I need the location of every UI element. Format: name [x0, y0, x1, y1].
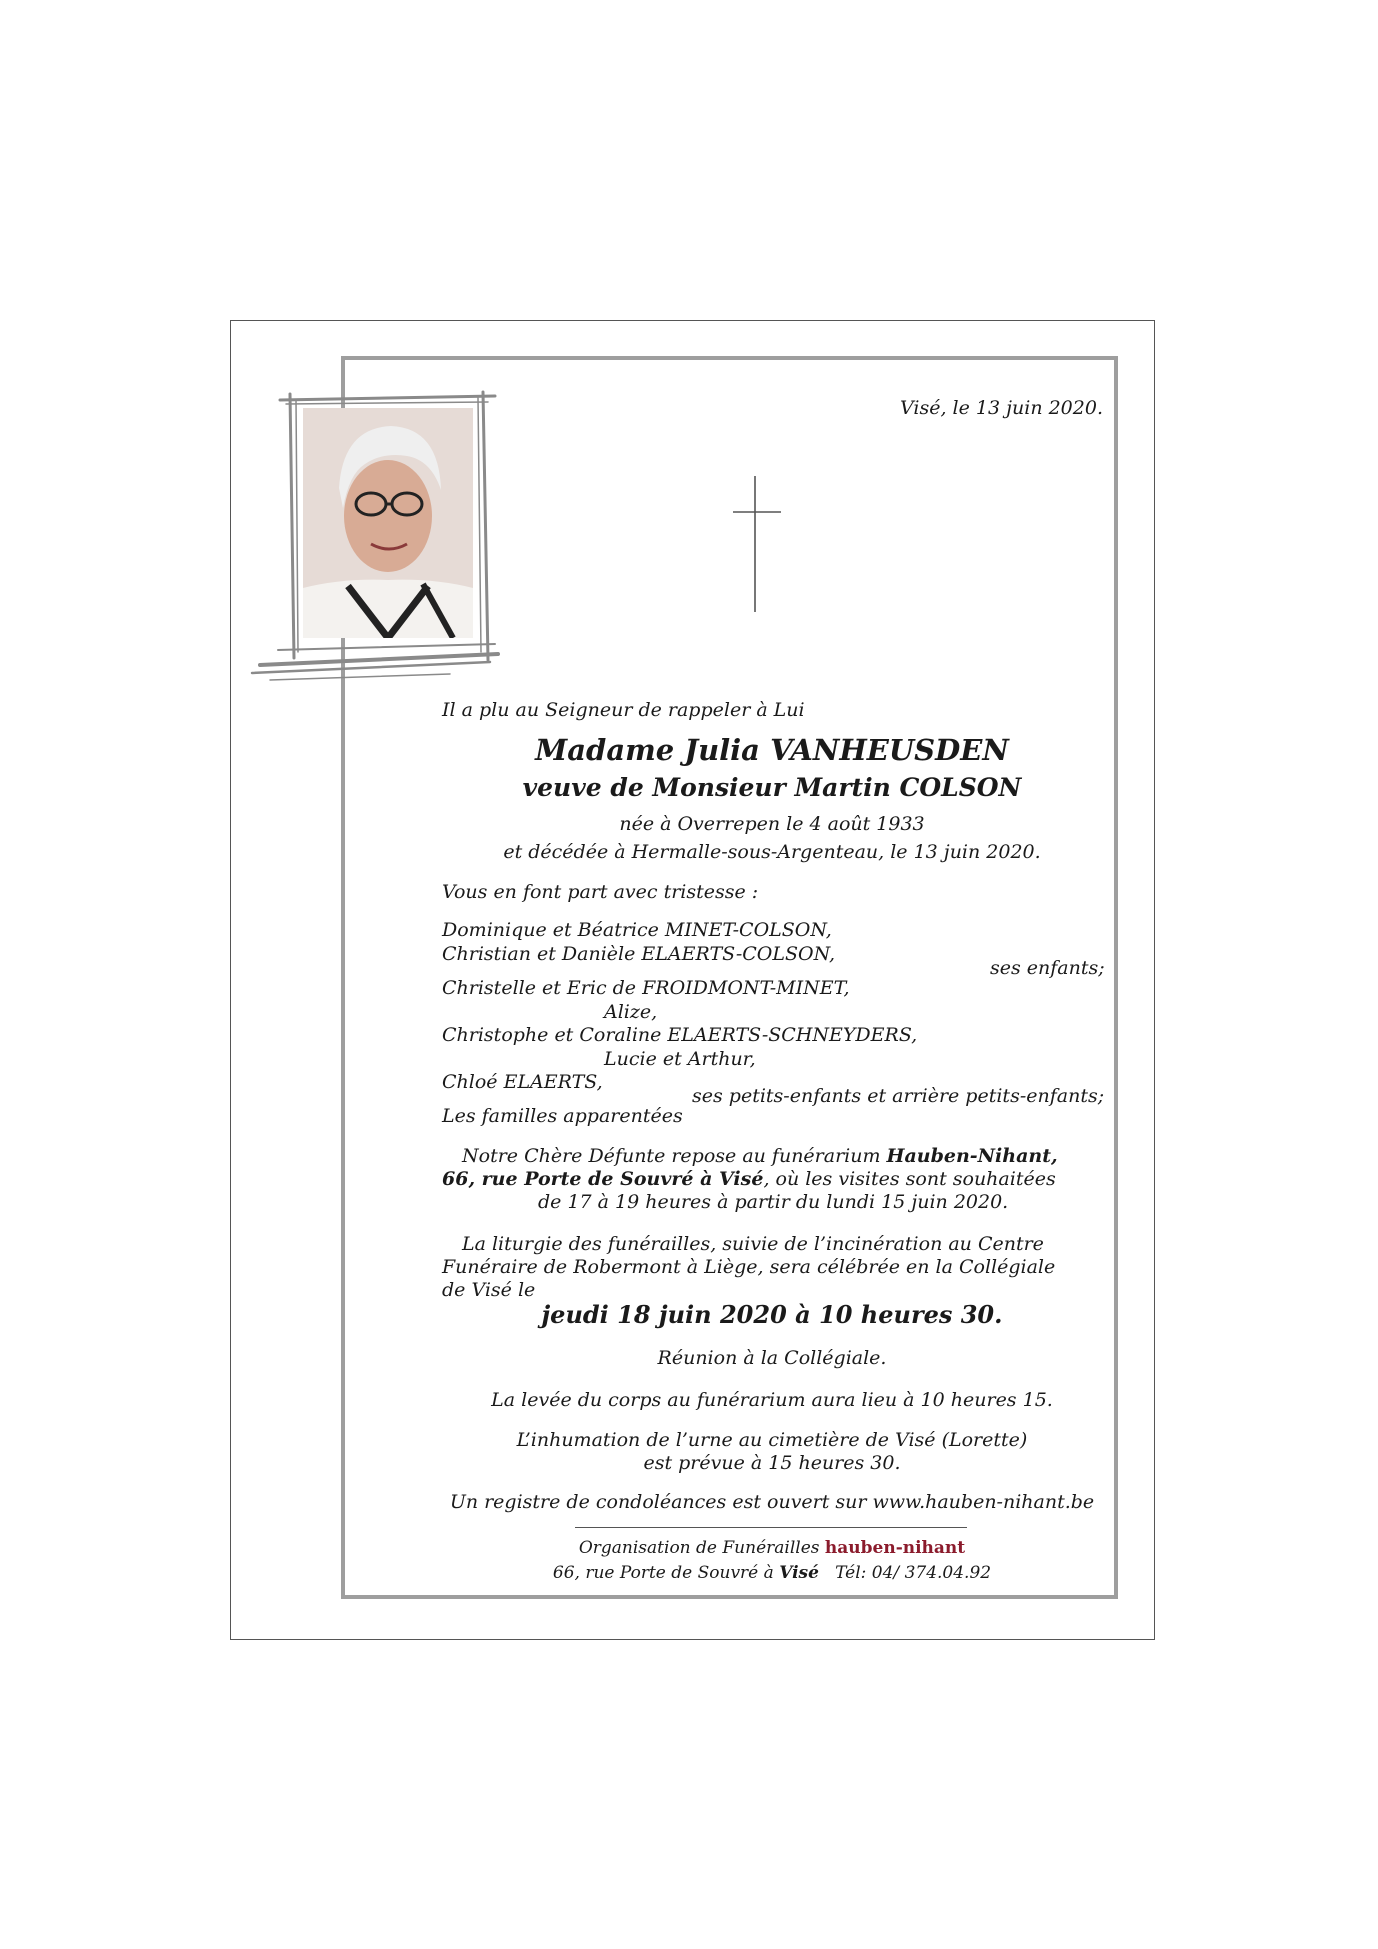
- condolence-register: Un registre de condoléances est ouvert sur www.hauben-nihant.be: [449, 1491, 1095, 1513]
- deceased-name: Madame Julia VANHEUSDEN: [535, 733, 1009, 767]
- relatives: Les familles apparentées: [442, 1105, 683, 1127]
- footer-address: 66, rue Porte de Souvré à Visé Tél: 04/ 374.04.92: [552, 1563, 992, 1583]
- death-line: et décédée à Hermalle-sous-Argenteau, le 13 juin 2020.: [503, 841, 1041, 863]
- family-grandchild-5: Chloé ELAERTS,: [442, 1071, 603, 1093]
- family-child-1: Dominique et Béatrice MINET-COLSON,: [442, 919, 832, 941]
- rest-line-2: 66, rue Porte de Souvré à Visé, où les visites sont souhaitées: [442, 1168, 1056, 1190]
- footer-divider: [575, 1527, 967, 1528]
- family-grandchild-2: Alize,: [604, 1001, 658, 1023]
- rest-line-3: de 17 à 19 heures à partir du lundi 15 juin 2020.: [538, 1191, 1009, 1213]
- cross-icon: [733, 476, 783, 612]
- family-grandchild-3: Christophe et Coraline ELAERTS-SCHNEYDERS,: [442, 1024, 918, 1046]
- children-role: ses enfants;: [990, 957, 1105, 979]
- widow-of: veuve de Monsieur Martin COLSON: [522, 773, 1022, 802]
- liturgy-line-2: Funéraire de Robermont à Liège, sera célébrée en la Collégiale: [442, 1256, 1056, 1278]
- family-grandchild-4: Lucie et Arthur,: [604, 1048, 756, 1070]
- rest-line-1: Notre Chère Défunte repose au funérarium Hauben-Nihant,: [462, 1145, 1058, 1167]
- place-date: Visé, le 13 juin 2020.: [900, 397, 1103, 419]
- portrait-frame: [250, 390, 500, 685]
- liturgy-line-1: La liturgie des funérailles, suivie de l’incinération au Centre: [462, 1233, 1044, 1255]
- announce-text: Vous en font part avec tristesse :: [442, 881, 759, 903]
- burial-line-1: L’inhumation de l’urne au cimetière de Visé (Lorette): [516, 1429, 1028, 1451]
- grandchildren-role: ses petits-enfants et arrière petits-enfants;: [692, 1085, 1105, 1107]
- liturgy-line-3: de Visé le: [442, 1279, 536, 1301]
- family-child-2: Christian et Danièle ELAERTS-COLSON,: [442, 943, 836, 965]
- birth-line: née à Overrepen le 4 août 1933: [619, 813, 925, 835]
- footer-organisation: Organisation de Funérailles hauben-nihant: [578, 1538, 966, 1558]
- meeting-note: Réunion à la Collégiale.: [657, 1347, 887, 1369]
- family-grandchild-1: Christelle et Eric de FROIDMONT-MINET,: [442, 977, 850, 999]
- portrait-photo: [303, 408, 473, 638]
- ceremony-date: jeudi 18 juin 2020 à 10 heures 30.: [541, 1300, 1003, 1329]
- brand-logo: hauben-nihant: [824, 1538, 966, 1558]
- levee-note: La levée du corps au funérarium aura lieu à 10 heures 15.: [491, 1389, 1053, 1411]
- intro-text: Il a plu au Seigneur de rappeler à Lui: [442, 699, 805, 721]
- burial-line-2: est prévue à 15 heures 30.: [643, 1452, 901, 1474]
